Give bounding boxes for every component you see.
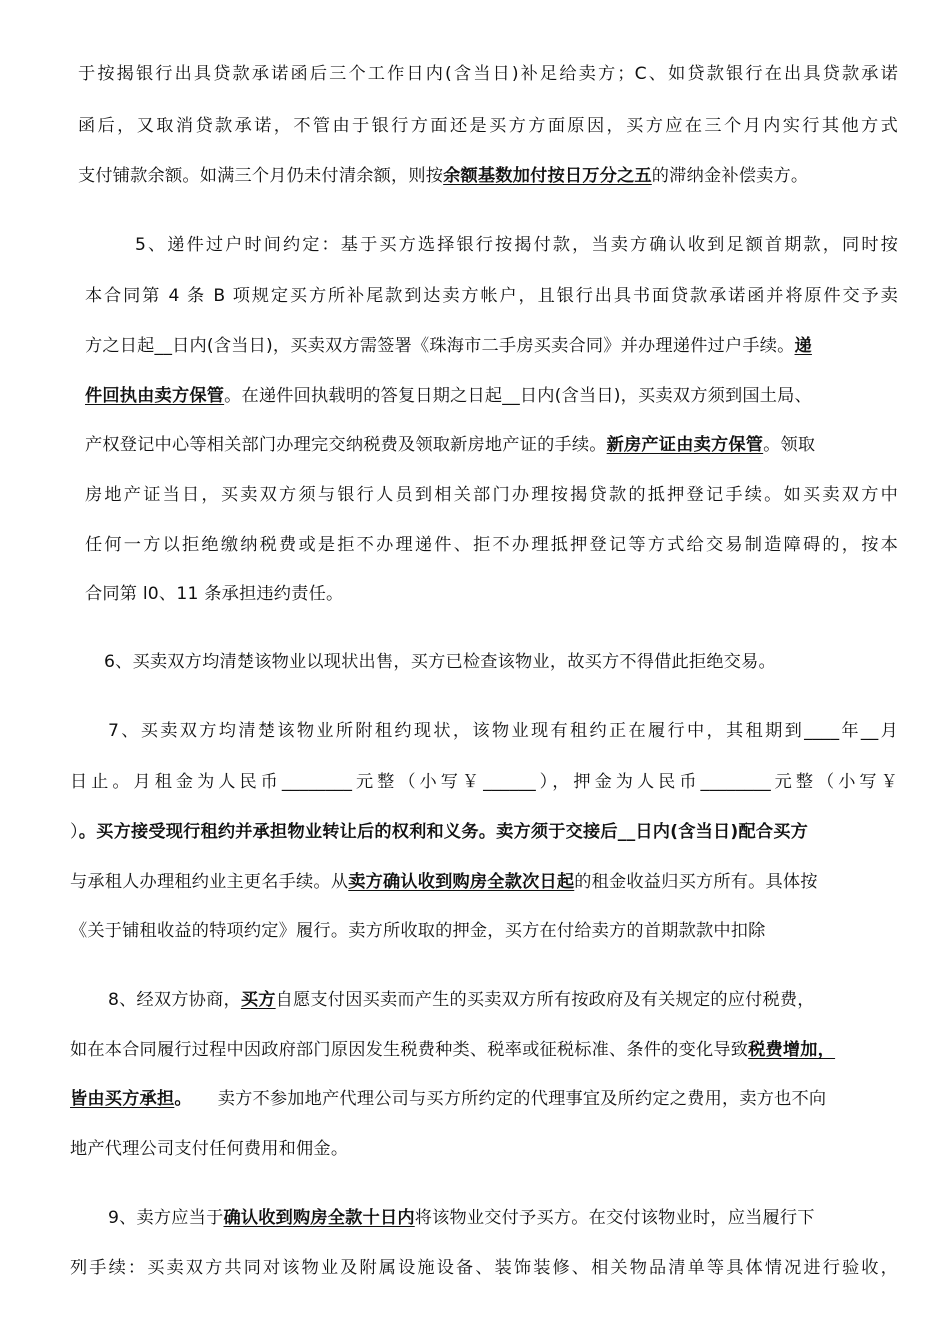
clause7-text-3-period: 。买方接受现行租约并承担物业转让后的权利和义务。卖方须于交接后__日内(含当日)配合买方 bbox=[78, 822, 808, 842]
clause5-text-5a: 产权登记中心等相关部门办理完交纳税费及领取新房地产证的手续。 bbox=[85, 435, 607, 455]
clause7-line-5 bbox=[70, 919, 766, 943]
clause9-text-2: 列手续：买卖双方共同对该物业及附属设施设备、装饰装修、相关物品清单等具体情况进行验收， bbox=[70, 1258, 898, 1278]
clause5-emphasis-certificate-held: 新房产证由卖方保管 bbox=[606, 435, 764, 455]
clause8-text-3-period: 。 bbox=[174, 1089, 192, 1109]
clause8-emphasis-buyer: 买方 bbox=[240, 990, 276, 1010]
clause8-text-3c: 卖方不参加地产代理公司与买方所约定的代理事宜及所约定之费用，卖方也不向 bbox=[217, 1089, 827, 1109]
clause5-line-2 bbox=[85, 284, 898, 308]
clause8-text-1a: 8、经双方协商， bbox=[108, 990, 241, 1010]
clause6-text-1: 6、买卖双方均清楚该物业以现状出售，买方已检查该物业，故买方不得借此拒绝交易。 bbox=[104, 652, 776, 672]
clause7-text-4a: 与承租人办理租约业主更名手续。从 bbox=[70, 872, 349, 892]
clause7-text-2: 日止。月租金为人民币________元整（小写￥______），押金为人民币________元整（小写￥ bbox=[70, 772, 898, 792]
clause4-text-3a: 支付铺款余额。如满三个月仍未付清余额，则按 bbox=[78, 166, 444, 186]
clause8-text-4: 地产代理公司支付任何费用和佣金。 bbox=[70, 1139, 349, 1159]
clause7-line-4 bbox=[70, 870, 818, 894]
clause4-text-3c: 的滞纳金补偿卖方。 bbox=[651, 166, 809, 186]
clause4-emphasis-late-fee: 余额基数加付按日万分之五 bbox=[443, 166, 652, 186]
clause8-line-2 bbox=[70, 1038, 835, 1062]
clause5-text-4b: 。在递件回执载明的答复日期之日起__日内(含当日)，买卖双方须到国土局、 bbox=[224, 386, 812, 406]
clause5-line-1 bbox=[135, 233, 898, 257]
clause8-line-3 bbox=[70, 1087, 826, 1111]
clause9-text-1c: 将该物业交付予买方。在交付该物业时，应当履行下 bbox=[414, 1208, 815, 1228]
clause5-line-4 bbox=[85, 384, 812, 408]
clause7-text-3a: ） bbox=[70, 822, 79, 842]
clause5-line-7 bbox=[85, 533, 898, 557]
clause5-emphasis-receipt-start: 递 bbox=[794, 336, 812, 356]
clause8-emphasis-tax-increase: 税费增加， bbox=[748, 1040, 836, 1060]
clause4-text-2: 函后，又取消贷款承诺，不管由于银行方面还是买方方面原因，买方应在三个月内实行其他方式 bbox=[78, 116, 898, 136]
clause7-text-5: 《关于铺租收益的特项约定》履行。卖方所收取的押金，买方在付给卖方的首期款款中扣除 bbox=[70, 921, 766, 941]
clause4-text-1: 于按揭银行出具贷款承诺函后三个工作日内(含当日)补足给卖方；C、如贷款银行在出具贷款承诺 bbox=[78, 64, 898, 84]
clause7-line-3 bbox=[70, 820, 808, 844]
clause5-line-3 bbox=[85, 334, 812, 358]
clause8-text-1c: 自愿支付因买卖而产生的买卖双方所有按政府及有关规定的应付税费， bbox=[275, 990, 815, 1010]
clause5-line-5 bbox=[85, 433, 815, 457]
clause4-line-3 bbox=[78, 164, 808, 188]
clause7-emphasis-rent-start: 卖方确认收到购房全款次日起 bbox=[348, 872, 575, 892]
clause9-line-2 bbox=[70, 1256, 898, 1280]
clause5-text-1: 5、递件过户时间约定：基于买方选择银行按揭付款，当卖方确认收到足额首期款，同时按 bbox=[135, 235, 898, 255]
clause7-text-4c: 的租金收益归买方所有。具体按 bbox=[574, 872, 818, 892]
clause9-line-1 bbox=[108, 1206, 815, 1230]
clause7-line-2 bbox=[70, 770, 898, 794]
clause7-text-1: 7、买卖双方均清楚该物业所附租约现状，该物业现有租约正在履行中，其租期到____年__月 bbox=[108, 721, 898, 741]
clause4-line-1 bbox=[78, 62, 898, 86]
clause5-text-2: 本合同第 4 条 B 项规定买方所补尾款到达卖方帐户，且银行出具书面贷款承诺函并将原件交予卖 bbox=[85, 286, 898, 306]
clause9-emphasis-delivery-deadline: 确认收到购房全款十日内 bbox=[223, 1208, 415, 1228]
clause5-text-3a: 方之日起__日内(含当日)，买卖双方需签署《珠海市二手房买卖合同》并办理递件过户手续。 bbox=[85, 336, 795, 356]
clause5-line-6 bbox=[85, 483, 898, 507]
clause5-text-8: 合同第 l0、11 条承担违约责任。 bbox=[85, 584, 344, 604]
clause5-text-5c: 。领取 bbox=[763, 435, 816, 455]
clause5-line-8 bbox=[85, 582, 343, 606]
clause5-emphasis-receipt-held: 件回执由卖方保管 bbox=[85, 386, 225, 406]
clause8-line-1 bbox=[108, 988, 815, 1012]
clause8-emphasis-buyer-bears: 皆由买方承担 bbox=[70, 1089, 175, 1109]
clause5-text-7: 任何一方以拒绝缴纳税费或是拒不办理递件、拒不办理抵押登记等方式给交易制造障碍的，按本 bbox=[85, 535, 898, 555]
clause5-text-6: 房地产证当日，买卖双方须与银行人员到相关部门办理按揭贷款的抵押登记手续。如买卖双方中 bbox=[85, 485, 898, 505]
clause8-text-2a: 如在本合同履行过程中因政府部门原因发生税费种类、税率或征税标准、条件的变化导致 bbox=[70, 1040, 749, 1060]
clause9-text-1a: 9、卖方应当于 bbox=[108, 1208, 224, 1228]
clause4-line-2 bbox=[78, 114, 898, 138]
clause7-line-1 bbox=[108, 719, 898, 743]
clause6-line-1 bbox=[104, 650, 776, 674]
clause8-line-4 bbox=[70, 1137, 348, 1161]
